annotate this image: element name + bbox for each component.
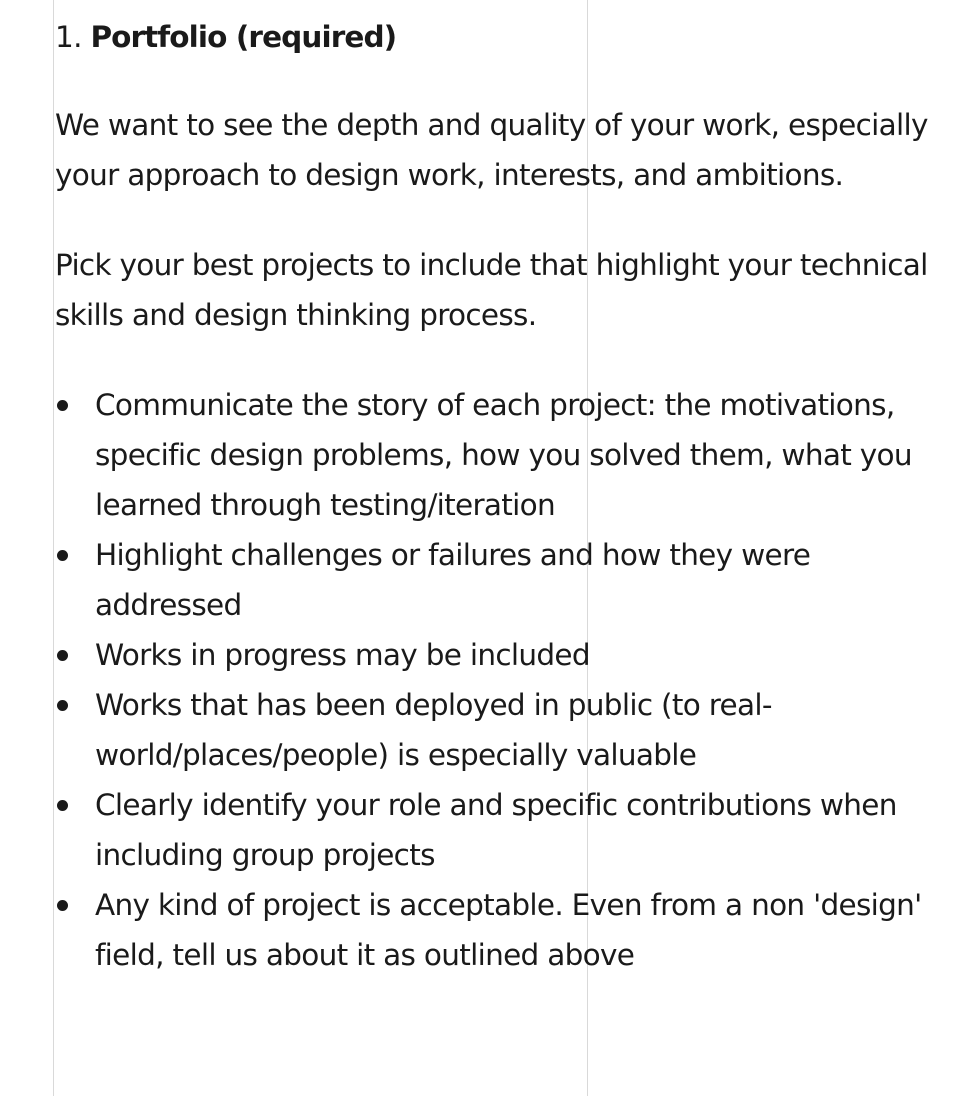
list-item-text: Works that has been deployed in public (to real-world/places/people) is especially valuable <box>95 688 772 772</box>
margin-guide-line <box>53 0 54 1096</box>
guidance-paragraph: Pick your best projects to include that highlight your technical skills and design thinking process. <box>55 248 928 332</box>
bullet-icon <box>57 900 68 911</box>
list-item-text: Clearly identify your role and specific contributions when including group projects <box>95 788 897 872</box>
list-item-text: Communicate the story of each project: the motivations, specific design problems, how you solved them, what you learned through testing/iteration <box>95 388 912 522</box>
list-item <box>55 630 935 680</box>
section-title: Portfolio (required) <box>90 20 397 54</box>
section-number: 1. <box>55 20 82 54</box>
list-item <box>55 780 935 880</box>
intro-paragraph: We want to see the depth and quality of your work, especially your approach to design work, interests, and ambitions. <box>55 108 928 192</box>
bullet-icon <box>57 650 68 661</box>
list-item <box>55 880 935 980</box>
list-item <box>55 530 935 630</box>
list-item-text: Works in progress may be included <box>95 638 590 672</box>
bullet-icon <box>57 400 68 411</box>
list-item <box>55 680 935 780</box>
bullet-icon <box>57 800 68 811</box>
bullet-icon <box>57 700 68 711</box>
list-item-text: Any kind of project is acceptable. Even from a non 'design' field, tell us about it as outlined above <box>95 888 922 972</box>
list-item <box>55 380 935 530</box>
portfolio-guidelines-list <box>55 380 935 980</box>
bullet-icon <box>57 550 68 561</box>
document-body <box>55 14 935 980</box>
section-heading <box>55 14 935 60</box>
list-item-text: Highlight challenges or failures and how they were addressed <box>95 538 811 622</box>
